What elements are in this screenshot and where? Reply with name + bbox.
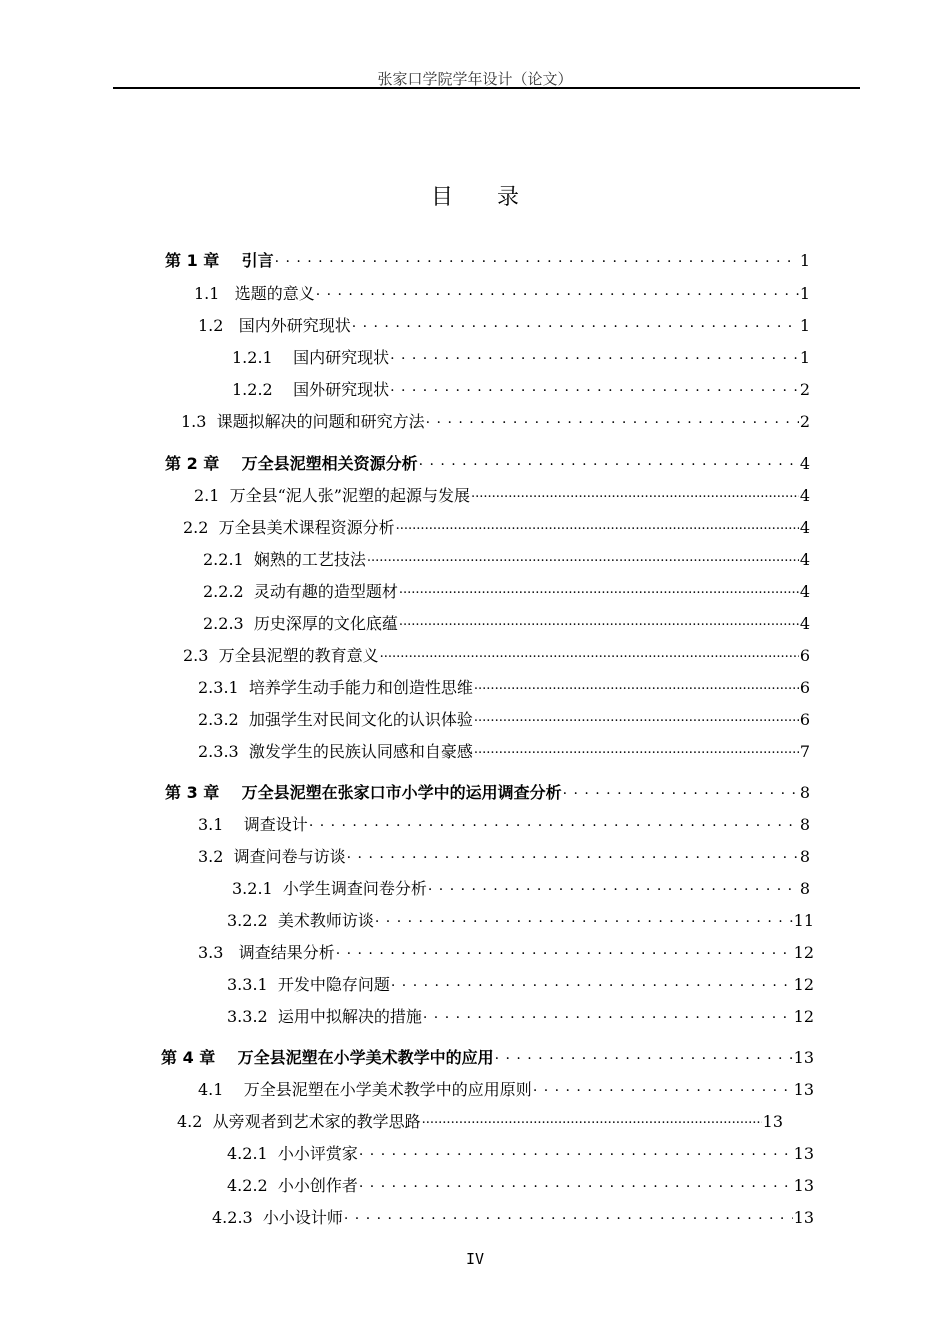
toc-entry-label	[194, 281, 315, 304]
toc-leader-dots	[428, 878, 799, 894]
toc-entry[interactable]	[194, 483, 810, 507]
toc-entry-page: 1	[799, 348, 810, 367]
toc-entry[interactable]	[198, 812, 810, 836]
toc-leader-dots	[474, 709, 799, 725]
toc-entry-number: 2.2.1	[203, 550, 244, 569]
toc-entry-text: 引言	[241, 251, 274, 270]
toc-entry[interactable]	[165, 248, 810, 272]
toc-entry-text: 小学生调查问卷分析	[282, 879, 427, 898]
toc-leader-dots	[419, 453, 799, 469]
toc-entry-label	[198, 940, 335, 963]
toc-entry-text: 娴熟的工艺技法	[253, 550, 366, 569]
toc-entry-label	[198, 844, 346, 867]
toc-entry-number: 4.2.1	[227, 1144, 268, 1163]
toc-entry-number: 第 3 章	[165, 783, 220, 802]
toc-entry[interactable]	[232, 345, 810, 369]
toc-leader-dots	[375, 910, 793, 926]
toc-leader-dots	[399, 613, 799, 629]
toc-entry-label	[203, 579, 398, 602]
toc-entry-label	[198, 313, 351, 336]
toc-entry[interactable]	[227, 972, 814, 996]
toc-entry-page: 11	[793, 911, 814, 930]
toc-entry[interactable]	[181, 409, 810, 433]
toc-entry-number: 1.2.1	[232, 348, 273, 367]
toc-entry-number: 3.3.2	[227, 1007, 268, 1026]
toc-entry-page: 4	[799, 518, 810, 537]
page-number: IV	[465, 1250, 485, 1268]
toc-entry-label	[198, 675, 473, 698]
toc-leader-dots	[423, 1006, 793, 1022]
toc-entry-text: 调查设计	[243, 815, 308, 834]
toc-entry-page: 4	[799, 454, 810, 473]
toc-entry-number: 2.3.3	[198, 742, 239, 761]
toc-entry[interactable]	[232, 876, 810, 900]
toc-leader-dots	[474, 741, 799, 757]
toc-entry-label	[203, 547, 366, 570]
toc-entry-label	[203, 611, 398, 634]
toc-entry-label	[227, 972, 390, 995]
toc-entry-number: 2.3.2	[198, 710, 239, 729]
toc-entry-label	[227, 1004, 422, 1027]
toc-leader-dots	[396, 517, 799, 533]
toc-entry-number: 1.2.2	[232, 380, 273, 399]
toc-entry-page: 8	[799, 847, 810, 866]
toc-entry[interactable]	[194, 281, 810, 305]
toc-entry-page: 4	[799, 614, 810, 633]
toc-entry[interactable]	[227, 908, 814, 932]
toc-entry[interactable]	[165, 451, 810, 475]
toc-entry-page: 6	[799, 678, 810, 697]
toc-entry-label	[227, 1141, 358, 1164]
toc-entry-label	[194, 483, 470, 506]
toc-title: 目录	[430, 185, 563, 210]
toc-entry-label	[177, 1109, 421, 1132]
toc-entry-label	[232, 876, 427, 899]
toc-entry-label	[183, 515, 395, 538]
toc-entry-page: 1	[799, 251, 810, 270]
toc-leader-dots	[426, 411, 799, 427]
toc-entry-number: 4.2.3	[212, 1208, 253, 1227]
toc-entry-label	[232, 345, 389, 368]
toc-entry-number: 3.3	[198, 943, 224, 962]
toc-entry[interactable]	[203, 579, 810, 603]
header-rule	[113, 87, 860, 89]
toc-entry-text: 国内外研究现状	[238, 316, 351, 335]
toc-leader-dots	[390, 379, 799, 395]
toc-entry-label	[232, 377, 389, 400]
toc-entry-text: 万全县泥塑在小学美术教学中的应用	[237, 1048, 494, 1067]
toc-entry-number: 2.2.2	[203, 582, 244, 601]
toc-leader-dots	[347, 846, 799, 862]
toc-entry-text: 美术教师访谈	[277, 911, 374, 930]
toc-entry-number: 3.2	[198, 847, 224, 866]
toc-entry-number: 1.2	[198, 316, 224, 335]
toc-entry-number: 1.1	[194, 284, 220, 303]
toc-entry-number: 4.1	[198, 1080, 224, 1099]
toc-entry-text: 培养学生动手能力和创造性思维	[248, 678, 473, 697]
toc-entry-page: 1	[799, 316, 810, 335]
toc-entry-label	[198, 812, 308, 835]
toc-entry-label	[227, 1173, 358, 1196]
toc-entry-label	[227, 908, 374, 931]
toc-entry-number: 2.2.3	[203, 614, 244, 633]
toc-entry-number: 2.2	[183, 518, 209, 537]
toc-entry[interactable]	[165, 780, 810, 804]
toc-entry-text: 国外研究现状	[293, 380, 390, 399]
toc-leader-dots	[391, 974, 793, 990]
toc-entry[interactable]	[183, 643, 810, 667]
toc-leader-dots	[474, 677, 799, 693]
toc-entry-text: 万全县泥塑的教育意义	[218, 646, 379, 665]
toc-entry-text: 调查结果分析	[238, 943, 335, 962]
toc-entry-label	[198, 707, 473, 730]
toc-entry-page: 12	[793, 943, 814, 962]
toc-entry-page: 7	[799, 742, 810, 761]
toc-entry[interactable]	[198, 675, 810, 699]
toc-entry[interactable]	[198, 1077, 814, 1101]
toc-entry[interactable]	[183, 515, 810, 539]
toc-entry-page: 13	[793, 1048, 814, 1067]
toc-entry-number: 2.1	[194, 486, 220, 505]
toc-entry-number: 3.3.1	[227, 975, 268, 994]
toc-entry-number: 4.2	[177, 1112, 203, 1131]
toc-leader-dots	[352, 315, 799, 331]
toc-entry-number: 第 2 章	[165, 454, 220, 473]
toc-entry-text: 小小设计师	[262, 1208, 343, 1227]
toc-entry-text: 开发中隐存问题	[277, 975, 390, 994]
toc-entry-number: 2.3.1	[198, 678, 239, 697]
toc-entry-number: 3.1	[198, 815, 224, 834]
toc-entry-page: 8	[799, 783, 810, 802]
toc-entry-text: 选题的意义	[234, 284, 315, 303]
toc-entry[interactable]	[227, 1004, 814, 1028]
toc-entry-text: 运用中拟解决的措施	[277, 1007, 422, 1026]
toc-entry-label	[165, 451, 418, 474]
toc-entry-text: 万全县泥塑在张家口市小学中的运用调查分析	[241, 783, 562, 802]
toc-leader-dots	[367, 549, 799, 565]
toc-entry-text: 从旁观者到艺术家的教学思路	[212, 1112, 421, 1131]
toc-entry-number: 2.3	[183, 646, 209, 665]
toc-entry-page: 13	[762, 1112, 783, 1131]
toc-entry-page: 6	[799, 710, 810, 729]
toc-entry-number: 第 4 章	[161, 1048, 216, 1067]
toc-entry-page: 12	[793, 975, 814, 994]
toc-entry-page: 6	[799, 646, 810, 665]
toc-entry-page: 2	[799, 412, 810, 431]
toc-leader-dots	[563, 782, 799, 798]
toc-entry[interactable]	[232, 377, 810, 401]
toc-entry-text: 激发学生的民族认同感和自豪感	[248, 742, 473, 761]
toc-entry-label	[165, 780, 562, 803]
toc-entry-page: 4	[799, 486, 810, 505]
toc-entry[interactable]	[198, 940, 814, 964]
toc-leader-dots	[336, 942, 793, 958]
toc-entry-number: 3.2.1	[232, 879, 273, 898]
toc-entry-text: 灵动有趣的造型题材	[253, 582, 398, 601]
toc-leader-dots	[309, 814, 799, 830]
toc-leader-dots	[359, 1143, 793, 1159]
toc-entry[interactable]	[198, 707, 810, 731]
toc-entry-number: 1.3	[181, 412, 207, 431]
toc-entry-number: 3.2.2	[227, 911, 268, 930]
toc-leader-dots	[316, 283, 799, 299]
toc-entry-page: 4	[799, 550, 810, 569]
toc-entry-page: 13	[793, 1080, 814, 1099]
toc-entry[interactable]	[198, 844, 810, 868]
toc-leader-dots	[380, 645, 799, 661]
toc-entry-number: 4.2.2	[227, 1176, 268, 1195]
toc-entry-page: 12	[793, 1007, 814, 1026]
toc-entry-text: 调查问卷与访谈	[233, 847, 346, 866]
toc-entry[interactable]	[198, 739, 810, 763]
toc-entry-text: 万全县美术课程资源分析	[218, 518, 395, 537]
toc-entry-text: 小小评赏家	[277, 1144, 358, 1163]
toc-entry[interactable]	[161, 1045, 814, 1069]
toc-entry-text: 历史深厚的文化底蕴	[253, 614, 398, 633]
toc-entry[interactable]	[203, 611, 810, 635]
toc-leader-dots	[275, 250, 799, 266]
toc-entry-page: 13	[793, 1208, 814, 1227]
toc-entry-text: 国内研究现状	[293, 348, 390, 367]
toc-entry-text: 万全县泥塑在小学美术教学中的应用原则	[243, 1080, 532, 1099]
toc-leader-dots	[399, 581, 799, 597]
toc-entry-text: 小小创作者	[277, 1176, 358, 1195]
toc-leader-dots	[495, 1047, 793, 1063]
toc-entry-page: 8	[799, 815, 810, 834]
toc-entry-page: 13	[793, 1176, 814, 1195]
toc-entry-label	[181, 409, 425, 432]
toc-entry-label	[198, 739, 473, 762]
toc-leader-dots	[344, 1207, 793, 1223]
toc-entry-label	[165, 248, 274, 271]
toc-entry-page: 2	[799, 380, 810, 399]
toc-entry-page: 4	[799, 582, 810, 601]
toc-entry[interactable]	[177, 1109, 783, 1133]
toc-entry[interactable]	[212, 1205, 814, 1229]
toc-entry-page: 13	[793, 1144, 814, 1163]
toc-leader-dots	[422, 1111, 762, 1127]
toc-entry[interactable]	[203, 547, 810, 571]
toc-entry-label	[183, 643, 379, 666]
toc-entry-page: 1	[799, 284, 810, 303]
toc-entry-text: 课题拟解决的问题和研究方法	[216, 412, 425, 431]
toc-entry-page: 8	[799, 879, 810, 898]
toc-leader-dots	[390, 347, 799, 363]
toc-leader-dots	[471, 485, 799, 501]
toc-entry-label	[212, 1205, 343, 1228]
toc-entry-label	[198, 1077, 532, 1100]
toc-entry-number: 第 1 章	[165, 251, 220, 270]
toc-entry[interactable]	[227, 1173, 814, 1197]
toc-leader-dots	[533, 1079, 793, 1095]
toc-entry-text: 万全县“泥人张”泥塑的起源与发展	[229, 486, 470, 505]
toc-leader-dots	[359, 1175, 793, 1191]
toc-entry-text: 加强学生对民间文化的认识体验	[248, 710, 473, 729]
toc-entry[interactable]	[227, 1141, 814, 1165]
toc-entry[interactable]	[198, 313, 810, 337]
running-header: 张家口学院学年设计（论文）	[377, 70, 573, 88]
toc-entry-label	[161, 1045, 494, 1068]
toc-entry-text: 万全县泥塑相关资源分析	[241, 454, 418, 473]
